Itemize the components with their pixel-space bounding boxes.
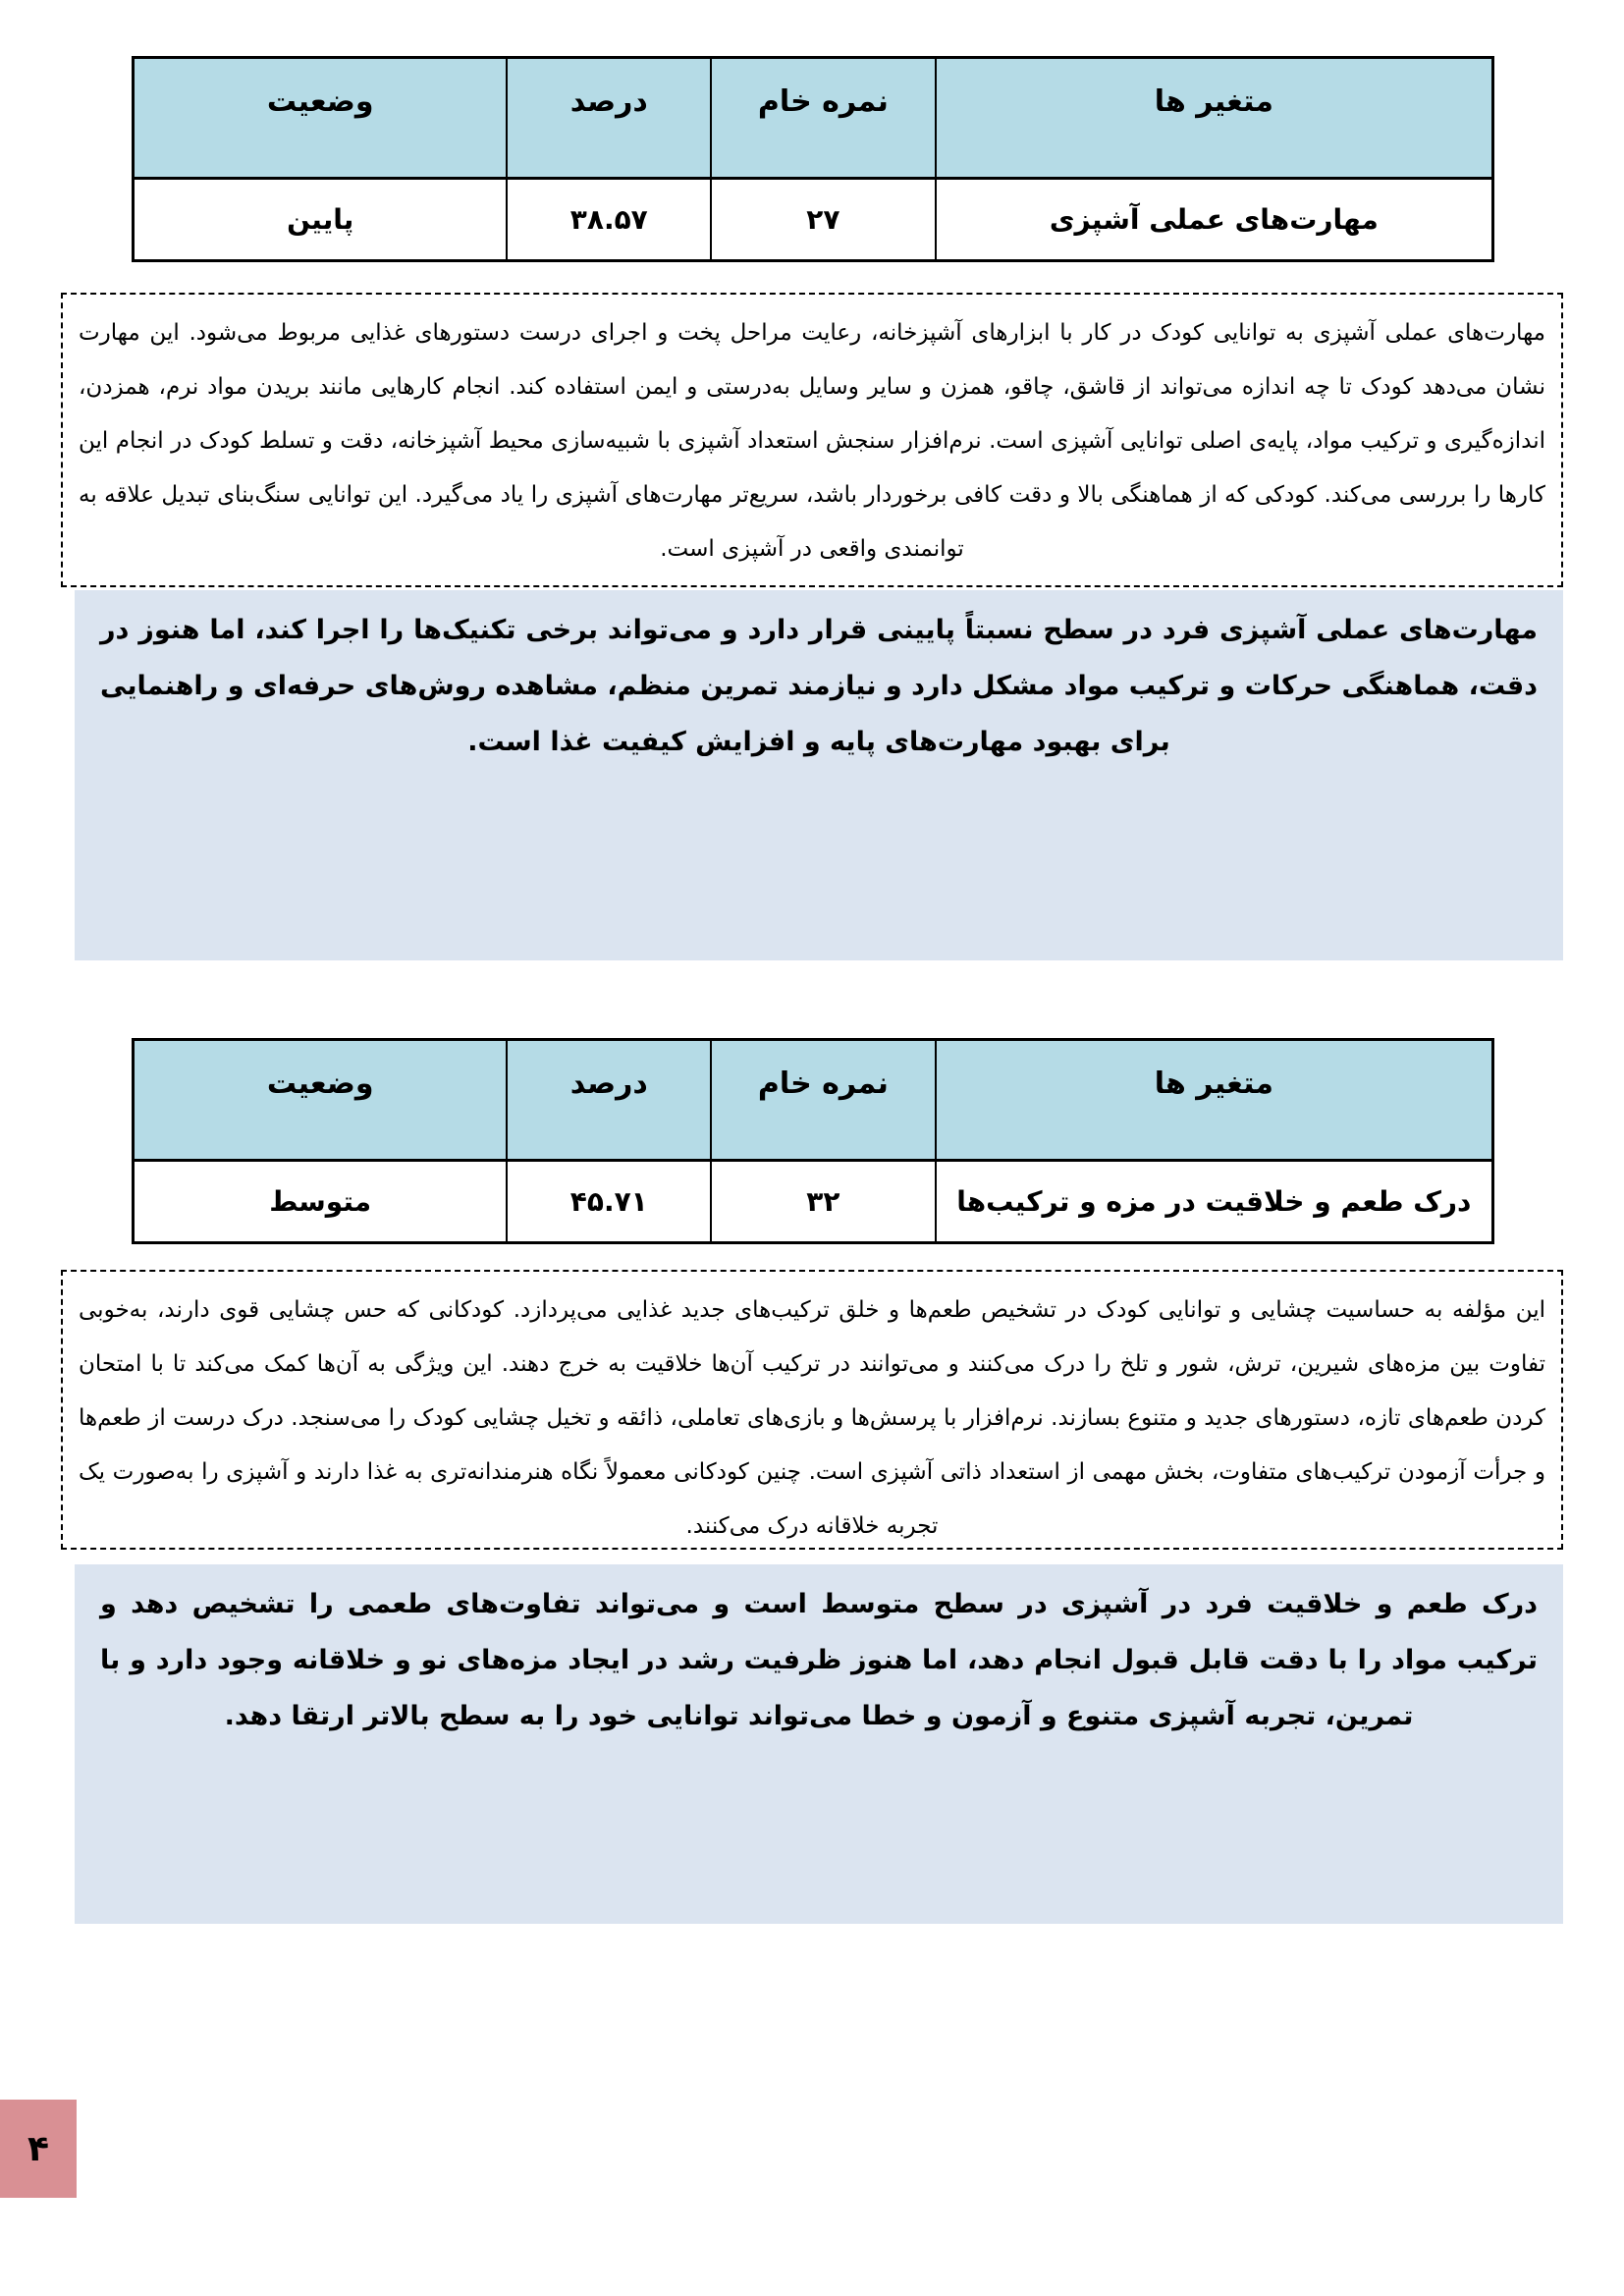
header-cell-status: وضعیت: [134, 58, 508, 179]
cell-variable-name: درک طعم و خلاقیت در مزه و ترکیب‌ها: [936, 1161, 1493, 1243]
cell-percent: ۳۸.۵۷: [507, 179, 711, 261]
table-header-row: [134, 1040, 1493, 1161]
header-cell-percent: درصد: [507, 58, 711, 179]
definition-box-cooking-skills: [61, 293, 1563, 587]
page-number: ۴: [27, 2128, 49, 2169]
header-cell-variables: متغیر ها: [936, 1040, 1493, 1161]
result-box-taste-creativity: [75, 1564, 1563, 1924]
cooking-skills-score-table: [132, 56, 1494, 262]
cell-status: پایین: [134, 179, 508, 261]
result-text: درک طعم و خلاقیت فرد در آشپزی در سطح متوسط است و می‌تواند تفاوت‌های طعمی را تشخیص دهد و ترکیب مواد را با دقت قابل قبول انجام دهد، اما هنوز ظرفیت رشد در ایجاد مزه‌های نو و خلاقانه وجود دارد و با تمرین، تجربه آشپزی متنوع و آزمون و خطا می‌تواند توانایی خود را به سطح بالاتر ارتقا دهد.: [100, 1589, 1538, 1731]
section-1: [132, 56, 1494, 262]
header-cell-variables: متغیر ها: [936, 58, 1493, 179]
definition-text: مهارت‌های عملی آشپزی به توانایی کودک در کار با ابزارهای آشپزخانه، رعایت مراحل پخت و اجرای درست دستورهای غذایی مربوط می‌شود. این مهارت نشان می‌دهد کودک تا چه اندازه می‌تواند از قاشق، چاقو، همزن و سایر وسایل به‌درستی و ایمن استفاده کند. انجام کارهایی مانند بریدن مواد نرم، همزدن، اندازه‌گیری و ترکیب مواد، پایه‌ی اصلی توانایی آشپزی است. نرم‌افزار سنجش استعداد آشپزی با شبیه‌سازی محیط آشپزخانه، دقت و تسلط کودک در انجام این کارها را بررسی می‌کند. کودکی که از هماهنگی بالا و دقت کافی برخوردار باشد، سریع‌تر مهارت‌های آشپزی را یاد می‌گیرد. این توانایی سنگ‌بنای تبدیل علاقه به توانمندی واقعی در آشپزی است.: [79, 320, 1545, 562]
header-cell-raw-score: نمره خام: [711, 1040, 936, 1161]
taste-creativity-score-table: [132, 1038, 1494, 1244]
result-box-cooking-skills: [75, 590, 1563, 960]
header-cell-raw-score: نمره خام: [711, 58, 936, 179]
definition-text: این مؤلفه به حساسیت چشایی و توانایی کودک در تشخیص طعم‌ها و خلق ترکیب‌های جدید غذایی می‌پردازد. کودکانی که حس چشایی قوی دارند، به‌خوبی تفاوت بین مزه‌های شیرین، ترش، شور و تلخ را درک می‌کنند و می‌توانند در ترکیب آن‌ها خلاقیت به خرج دهند. این ویژگی به آن‌ها کمک می‌کند تا با امتحان کردن طعم‌های تازه، دستورهای جدید و متنوع بسازند. نرم‌افزار با پرسش‌ها و بازی‌های تعاملی، ذائقه و تخیل چشایی کودک را می‌سنجد. درک درست از طعم‌ها و جرأت آزمودن ترکیب‌های متفاوت، بخش مهمی از استعداد ذاتی آشپزی است. چنین کودکانی معمولاً نگاه هنرمندانه‌تری به غذا دارند و آشپزی را به‌صورت یک تجربه خلاقانه درک می‌کنند.: [79, 1297, 1545, 1539]
page-number-badge: [0, 2100, 77, 2198]
table-row: [134, 1161, 1493, 1243]
section-2: [132, 1038, 1494, 1244]
result-text: مهارت‌های عملی آشپزی فرد در سطح نسبتاً پایینی قرار دارد و می‌تواند برخی تکنیک‌ها را اجرا کند، اما هنوز در دقت، هماهنگی حرکات و ترکیب مواد مشکل دارد و نیازمند تمرین منظم، مشاهده روش‌های حرفه‌ای و راهنمایی برای بهبود مهارت‌های پایه و افزایش کیفیت غذا است.: [100, 615, 1538, 757]
table-header-row: [134, 58, 1493, 179]
cell-raw-score: ۳۲: [711, 1161, 936, 1243]
cell-raw-score: ۲۷: [711, 179, 936, 261]
definition-box-taste-creativity: [61, 1270, 1563, 1550]
cell-status: متوسط: [134, 1161, 508, 1243]
table-row: [134, 179, 1493, 261]
header-cell-status: وضعیت: [134, 1040, 508, 1161]
cell-percent: ۴۵.۷۱: [507, 1161, 711, 1243]
header-cell-percent: درصد: [507, 1040, 711, 1161]
cell-variable-name: مهارت‌های عملی آشپزی: [936, 179, 1493, 261]
